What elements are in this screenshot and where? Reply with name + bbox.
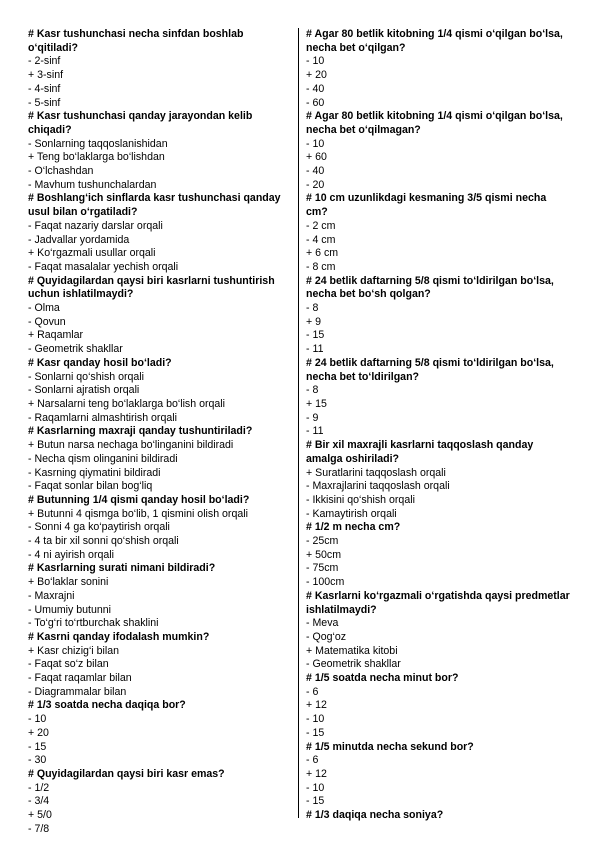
answer-option: - 100cm	[306, 576, 345, 589]
answer-option: + 3-sinf	[28, 69, 64, 82]
answer-option: - 8 cm	[306, 260, 336, 273]
question-text: # 10 cm uzunlikdagi kesmaning 3/5 qismi necha cm?	[306, 192, 547, 219]
answer-option: - 4-sinf	[28, 82, 61, 95]
answer-option: - Qog‘oz	[306, 630, 347, 643]
answer-option: - 10	[306, 137, 325, 150]
answer-option: - O‘lchashdan	[28, 165, 94, 178]
question-text: # 1/5 minutda necha sekund bor?	[306, 740, 474, 753]
answer-option: + Teng bo‘laklarga bo‘lishdan	[28, 151, 165, 164]
answer-option: - Faqat so‘z bilan	[28, 658, 109, 671]
answer-option: - Umumiy butunni	[28, 603, 112, 616]
answer-option: - Maxrajni	[28, 589, 75, 602]
answer-option: + 9	[306, 315, 322, 328]
answer-option: + Suratlarini taqqoslash orqali	[306, 466, 446, 479]
answer-option: + Butun narsa nechaga bo‘linganini bildiradi	[28, 439, 234, 452]
answer-option: - 2 cm	[306, 219, 336, 232]
answer-option: - Maxrajlarini taqqoslash orqali	[306, 480, 450, 493]
answer-option: - 40	[306, 165, 325, 178]
question-text: # Kasr tushunchasi necha sinfdan boshlab o‘qitiladi?	[28, 28, 244, 54]
answer-option: - Sonlarni qo‘shish orqali	[28, 370, 145, 383]
answer-option: - 15	[306, 726, 325, 739]
question-text: # Quyidagilardan qaysi biri kasr emas?	[28, 767, 225, 780]
question-text: # Kasrlarning surati nimani bildiradi?	[28, 562, 216, 575]
answer-option: - Diagrammalar bilan	[28, 685, 127, 698]
answer-option: + 5/0	[28, 809, 52, 822]
answer-option: - 2-sinf	[28, 55, 61, 68]
question-text: # Kasr qanday hosil bo‘ladi?	[28, 356, 172, 369]
answer-option: - 10	[306, 713, 325, 726]
question-text: # Agar 80 betlik kitobning 1/4 qismi o‘qilgan bo‘lsa, necha bet o‘qilmagan?	[306, 110, 563, 136]
answer-option: - 9	[306, 411, 319, 424]
answer-option: - Faqat masalalar yechish orqali	[28, 260, 179, 273]
answer-option: - Qovun	[28, 315, 66, 328]
answer-option: - Raqamlarni almashtirish orqali	[28, 411, 177, 424]
right-column	[306, 28, 570, 823]
question-text: # 1/3 soatda necha daqiqa bor?	[28, 699, 186, 712]
answer-option: - Kasrning qiymatini bildiradi	[28, 466, 161, 479]
question-text: # Kasr tushunchasi qanday jarayondan kelib chiqadi?	[28, 110, 253, 136]
answer-option: - Faqat sonlar bilan bog‘liq	[28, 480, 153, 493]
question-text: # Kasrlarni ko‘rgazmali o‘rgatishda qaysi predmetlar ishlatilmaydi?	[306, 589, 570, 616]
answer-option: - 20	[306, 178, 325, 191]
answer-option: + 6 cm	[306, 247, 339, 260]
answer-option: - Meva	[306, 617, 339, 630]
answer-option: - 10	[306, 55, 325, 68]
answer-option: + 50cm	[306, 548, 342, 561]
question-text: # 24 betlik daftarning 5/8 qismi to‘ldirilgan bo‘lsa, necha bet to‘ldirilgan?	[306, 356, 554, 383]
answer-option: + 20	[28, 726, 49, 739]
answer-option: - 4 ta bir xil sonni qo‘shish orqali	[28, 535, 179, 548]
answer-option: - Sonlarning taqqoslanishidan	[28, 137, 168, 150]
answer-option: + Raqamlar	[28, 329, 84, 342]
answer-option: - Ikkisini qo‘shish orqali	[306, 493, 415, 506]
answer-option: - Geometrik shakllar	[306, 658, 401, 671]
answer-option: - Necha qism olinganini bildiradi	[28, 452, 178, 465]
question-text: # Bir xil maxrajli kasrlarni taqqoslash qanday amalga oshiriladi?	[306, 439, 534, 465]
answer-option: + 60	[306, 151, 327, 164]
answer-option: - 11	[306, 343, 324, 356]
answer-option: - Sonni 4 ga ko‘paytirish orqali	[28, 521, 170, 534]
answer-option: + Kasr chizig‘i bilan	[28, 644, 119, 657]
answer-option: - 3/4	[28, 795, 50, 808]
answer-option: - To‘g‘ri to‘rtburchak shaklini	[28, 617, 159, 630]
answer-option: - 10	[306, 781, 325, 794]
question-text: # Agar 80 betlik kitobning 1/4 qismi o‘qilgan bo‘lsa, necha bet o‘qilgan?	[306, 28, 563, 54]
answer-option: - 10	[28, 713, 47, 726]
answer-option: - Faqat raqamlar bilan	[28, 672, 132, 685]
answer-option: + Narsalarni teng bo‘laklarga bo‘lish orqali	[28, 397, 225, 410]
answer-option: - 15	[306, 329, 325, 342]
answer-option: - 1/2	[28, 781, 50, 794]
answer-option: + 20	[306, 69, 327, 82]
answer-option: + Matematika kitobi	[306, 644, 398, 657]
answer-option: - Sonlarni ajratish orqali	[28, 384, 140, 397]
answer-option: - Faqat nazariy darslar orqali	[28, 219, 163, 232]
answer-option: + 15	[306, 397, 327, 410]
answer-option: - 75cm	[306, 562, 339, 575]
question-text: # 1/3 daqiqa necha soniya?	[306, 809, 444, 822]
question-text: # 1/5 soatda necha minut bor?	[306, 672, 459, 685]
answer-option: - 5-sinf	[28, 96, 61, 109]
answer-option: - 30	[28, 754, 47, 767]
answer-option: + 12	[306, 767, 327, 780]
answer-option: - Mavhum tushunchalardan	[28, 178, 157, 191]
left-column	[28, 28, 296, 836]
question-text: # 24 betlik daftarning 5/8 qismi to‘ldirilgan bo‘lsa, necha bet bo‘sh qolgan?	[306, 274, 554, 301]
question-text: # 1/2 m necha cm?	[306, 521, 401, 534]
answer-option: + Bo‘laklar sonini	[28, 576, 109, 589]
question-text: # Kasrni qanday ifodalash mumkin?	[28, 630, 210, 643]
answer-option: - 15	[28, 740, 47, 753]
answer-option: - 25cm	[306, 535, 339, 548]
answer-option: - 8	[306, 384, 319, 397]
question-text: # Boshlang‘ich sinflarda kasr tushunchasi qanday usul bilan o‘rgatiladi?	[28, 192, 281, 219]
question-text: # Kasrlarning maxraji qanday tushuntiriladi?	[28, 425, 253, 438]
answer-option: - Olma	[28, 302, 60, 315]
answer-option: - 4 ni ayirish orqali	[28, 548, 114, 561]
answer-option: - 6	[306, 685, 319, 698]
answer-option: - 7/8	[28, 822, 50, 835]
column-divider	[298, 28, 299, 818]
question-text: # Quyidagilardan qaysi biri kasrlarni tushuntirish uchun ishlatilmaydi?	[28, 274, 275, 301]
answer-option: - 8	[306, 302, 319, 315]
answer-option: + Ko‘rgazmali usullar orqali	[28, 247, 156, 260]
answer-option: - Geometrik shakllar	[28, 343, 123, 356]
answer-option: - 11	[306, 425, 324, 438]
answer-option: - 15	[306, 795, 325, 808]
answer-option: - 60	[306, 96, 325, 109]
answer-option: - 4 cm	[306, 233, 336, 246]
answer-option: - 6	[306, 754, 319, 767]
answer-option: - Kamaytirish orqali	[306, 507, 397, 520]
answer-option: + Butunni 4 qismga bo‘lib, 1 qismini olish orqali	[28, 507, 248, 520]
answer-option: + 12	[306, 699, 327, 712]
question-text: # Butunning 1/4 qismi qanday hosil bo‘ladi?	[28, 493, 250, 506]
answer-option: - 40	[306, 82, 325, 95]
answer-option: - Jadvallar yordamida	[28, 233, 130, 246]
